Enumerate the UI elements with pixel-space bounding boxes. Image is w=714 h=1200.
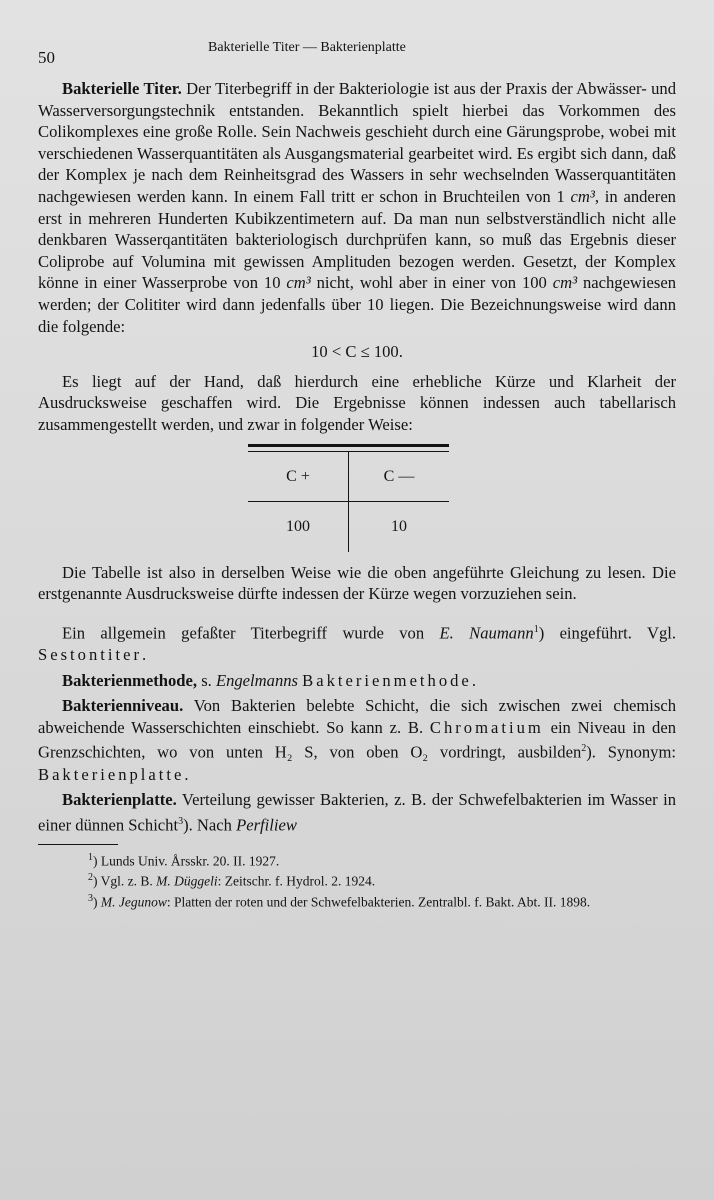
running-title: Bakterielle Titer — Bakterienplatte xyxy=(208,40,406,55)
author-name: Perfiliew xyxy=(236,815,297,835)
author-name: M. Jegunow xyxy=(100,894,167,910)
table-header-cell: C — xyxy=(349,451,450,502)
footnote xyxy=(38,890,676,911)
entry-bakterienniveau xyxy=(38,695,676,785)
author-name: Engelmanns xyxy=(215,670,298,690)
footnote-rule xyxy=(38,844,118,845)
unit: cm³ xyxy=(286,273,311,293)
footnote-text: ) Lunds Univ. Årsskr. 20. II. 1927. xyxy=(93,853,280,869)
entry-text: . xyxy=(471,670,476,690)
footnote-ref: 1 xyxy=(533,623,539,635)
footnote-ref: 2 xyxy=(581,743,587,755)
entry-term: Bakterielle Titer. xyxy=(62,79,182,98)
entry-term: Bakterienmethode, xyxy=(62,670,198,690)
footnote-text: ) Vgl. z. B. xyxy=(93,873,157,889)
entry-term: Bakterienniveau. xyxy=(62,696,184,716)
cross-reference: Sestontiter xyxy=(38,645,142,664)
entry-text: ein Niveau in den Grenzschichten, wo von unten H₂ S, von oben O₂ vordringt, ausbilden xyxy=(38,717,676,762)
table-cell: 100 xyxy=(248,502,349,552)
entry-text: nachgewiesen werden; der Colititer wird dann jedenfalls über 10 liegen. Die Bezeichnungsweise wird dann die folgende: xyxy=(38,273,677,336)
unit: cm³ xyxy=(552,273,578,293)
entry-text: . xyxy=(184,764,189,784)
footnote xyxy=(38,869,676,890)
entry-text: s. xyxy=(197,670,216,690)
cross-reference: Bakterienplatte xyxy=(38,764,185,784)
unit: cm³ xyxy=(570,186,595,206)
page-number: 50 xyxy=(38,48,55,67)
cross-reference: Chromatium xyxy=(429,717,544,737)
formula: 10 < C ≤ 100. xyxy=(311,342,403,362)
entry-bakterielle-titer xyxy=(38,78,676,337)
entry-text: ) eingeführt. Vgl. xyxy=(538,623,676,643)
paragraph: Es liegt auf der Hand, daß hierdurch eine erhebliche Kürze und Klarheit der Ausdrucksweise geschaffen wird. Die Ergebnisse können indessen auch tabellarisch zusammengestellt werden, und zwar in folgender Weise: xyxy=(38,371,676,434)
author-name: E. Naumann xyxy=(439,623,534,643)
footnote-text: ) xyxy=(93,894,101,910)
titer-table xyxy=(248,444,449,552)
footnote-text: : Zeitschr. f. Hydrol. 2. 1924. xyxy=(217,873,376,889)
cross-reference: Bakterienmethode xyxy=(302,670,472,690)
table-cell: 10 xyxy=(391,518,407,536)
entry-text: , in anderen erst in mehreren Hunderten Kubikzentimetern auf. Da man nun selbstverständlich nicht alle denkbaren Wasserqantitäten bakteriologisch durchprüfen kann, so muß das Ergebnis dieser Coliprobe auf Volumina mit gewissen Amplituden bezogen werden. Gesetzt, der Komplex könne in einer Wasserprobe von 10 xyxy=(38,186,676,293)
footnotes xyxy=(38,849,676,911)
entry-text: Von Bakterien belebte Schicht, die sich zwischen zwei chemisch abweichende Wasserschichten einschiebt. So kann z. B. xyxy=(38,696,676,737)
footnote-mark: 3 xyxy=(88,892,93,904)
entry-term: Bakterienplatte. xyxy=(62,790,177,810)
author-name: M. Düggeli xyxy=(156,873,218,889)
entry-text: . xyxy=(141,645,147,664)
entry-bakterienmethode xyxy=(38,670,676,692)
entry-text: Verteilung gewisser Bakterien, z. B. der Schwefelbakterien im Wasser in einer dünnen Schicht xyxy=(38,790,676,835)
paragraph xyxy=(38,619,676,666)
entry-text: nicht, wohl aber in einer von 100 xyxy=(310,273,553,293)
footnote-mark: 2 xyxy=(88,872,93,884)
entry-text: Ein allgemein gefaßter Titerbegriff wurde von xyxy=(62,623,440,643)
footnote-ref: 3 xyxy=(178,815,184,827)
footnote-text: : Platten der roten und der Schwefelbakterien. Zentralbl. f. Bakt. Abt. II. 1898. xyxy=(166,894,591,910)
footnote xyxy=(38,849,676,870)
footnote-mark: 1 xyxy=(88,851,93,863)
page-body xyxy=(38,78,676,910)
entry-text: ). Nach xyxy=(183,815,237,835)
paragraph: Die Tabelle ist also in derselben Weise wie die oben angeführte Gleichung zu lesen. Die erstgenannte Ausdrucksweise dürfte indessen der Kürze wegen vorzuziehen sein. xyxy=(38,562,676,604)
table-header-cell: C + xyxy=(248,451,349,502)
entry-text: ). Synonym: xyxy=(586,742,676,762)
entry-text: Der Titerbegriff in der Bakteriologie ist aus der Praxis der Abwässer- und Wasserversorgungstechnik entstanden. Bekanntlich spielt hierbei das Vorkommen des Colikomplexes eine große Rolle. Sein Nachweis geschieht durch eine Gärungsprobe, wobei mit verschiedenen Wasserquantitäten als Ausgangsmaterial gearbeitet wird. Es ergibt sich dann, daß der Komplex je nach dem Reinheitsgrad des Wassers in sehr wechselnden Wasserquantitäten nachgewiesen werden kann. In einem Fall tritt er schon in Bruchteilen von 1 xyxy=(38,79,676,206)
entry-bakterienplatte xyxy=(38,789,676,836)
